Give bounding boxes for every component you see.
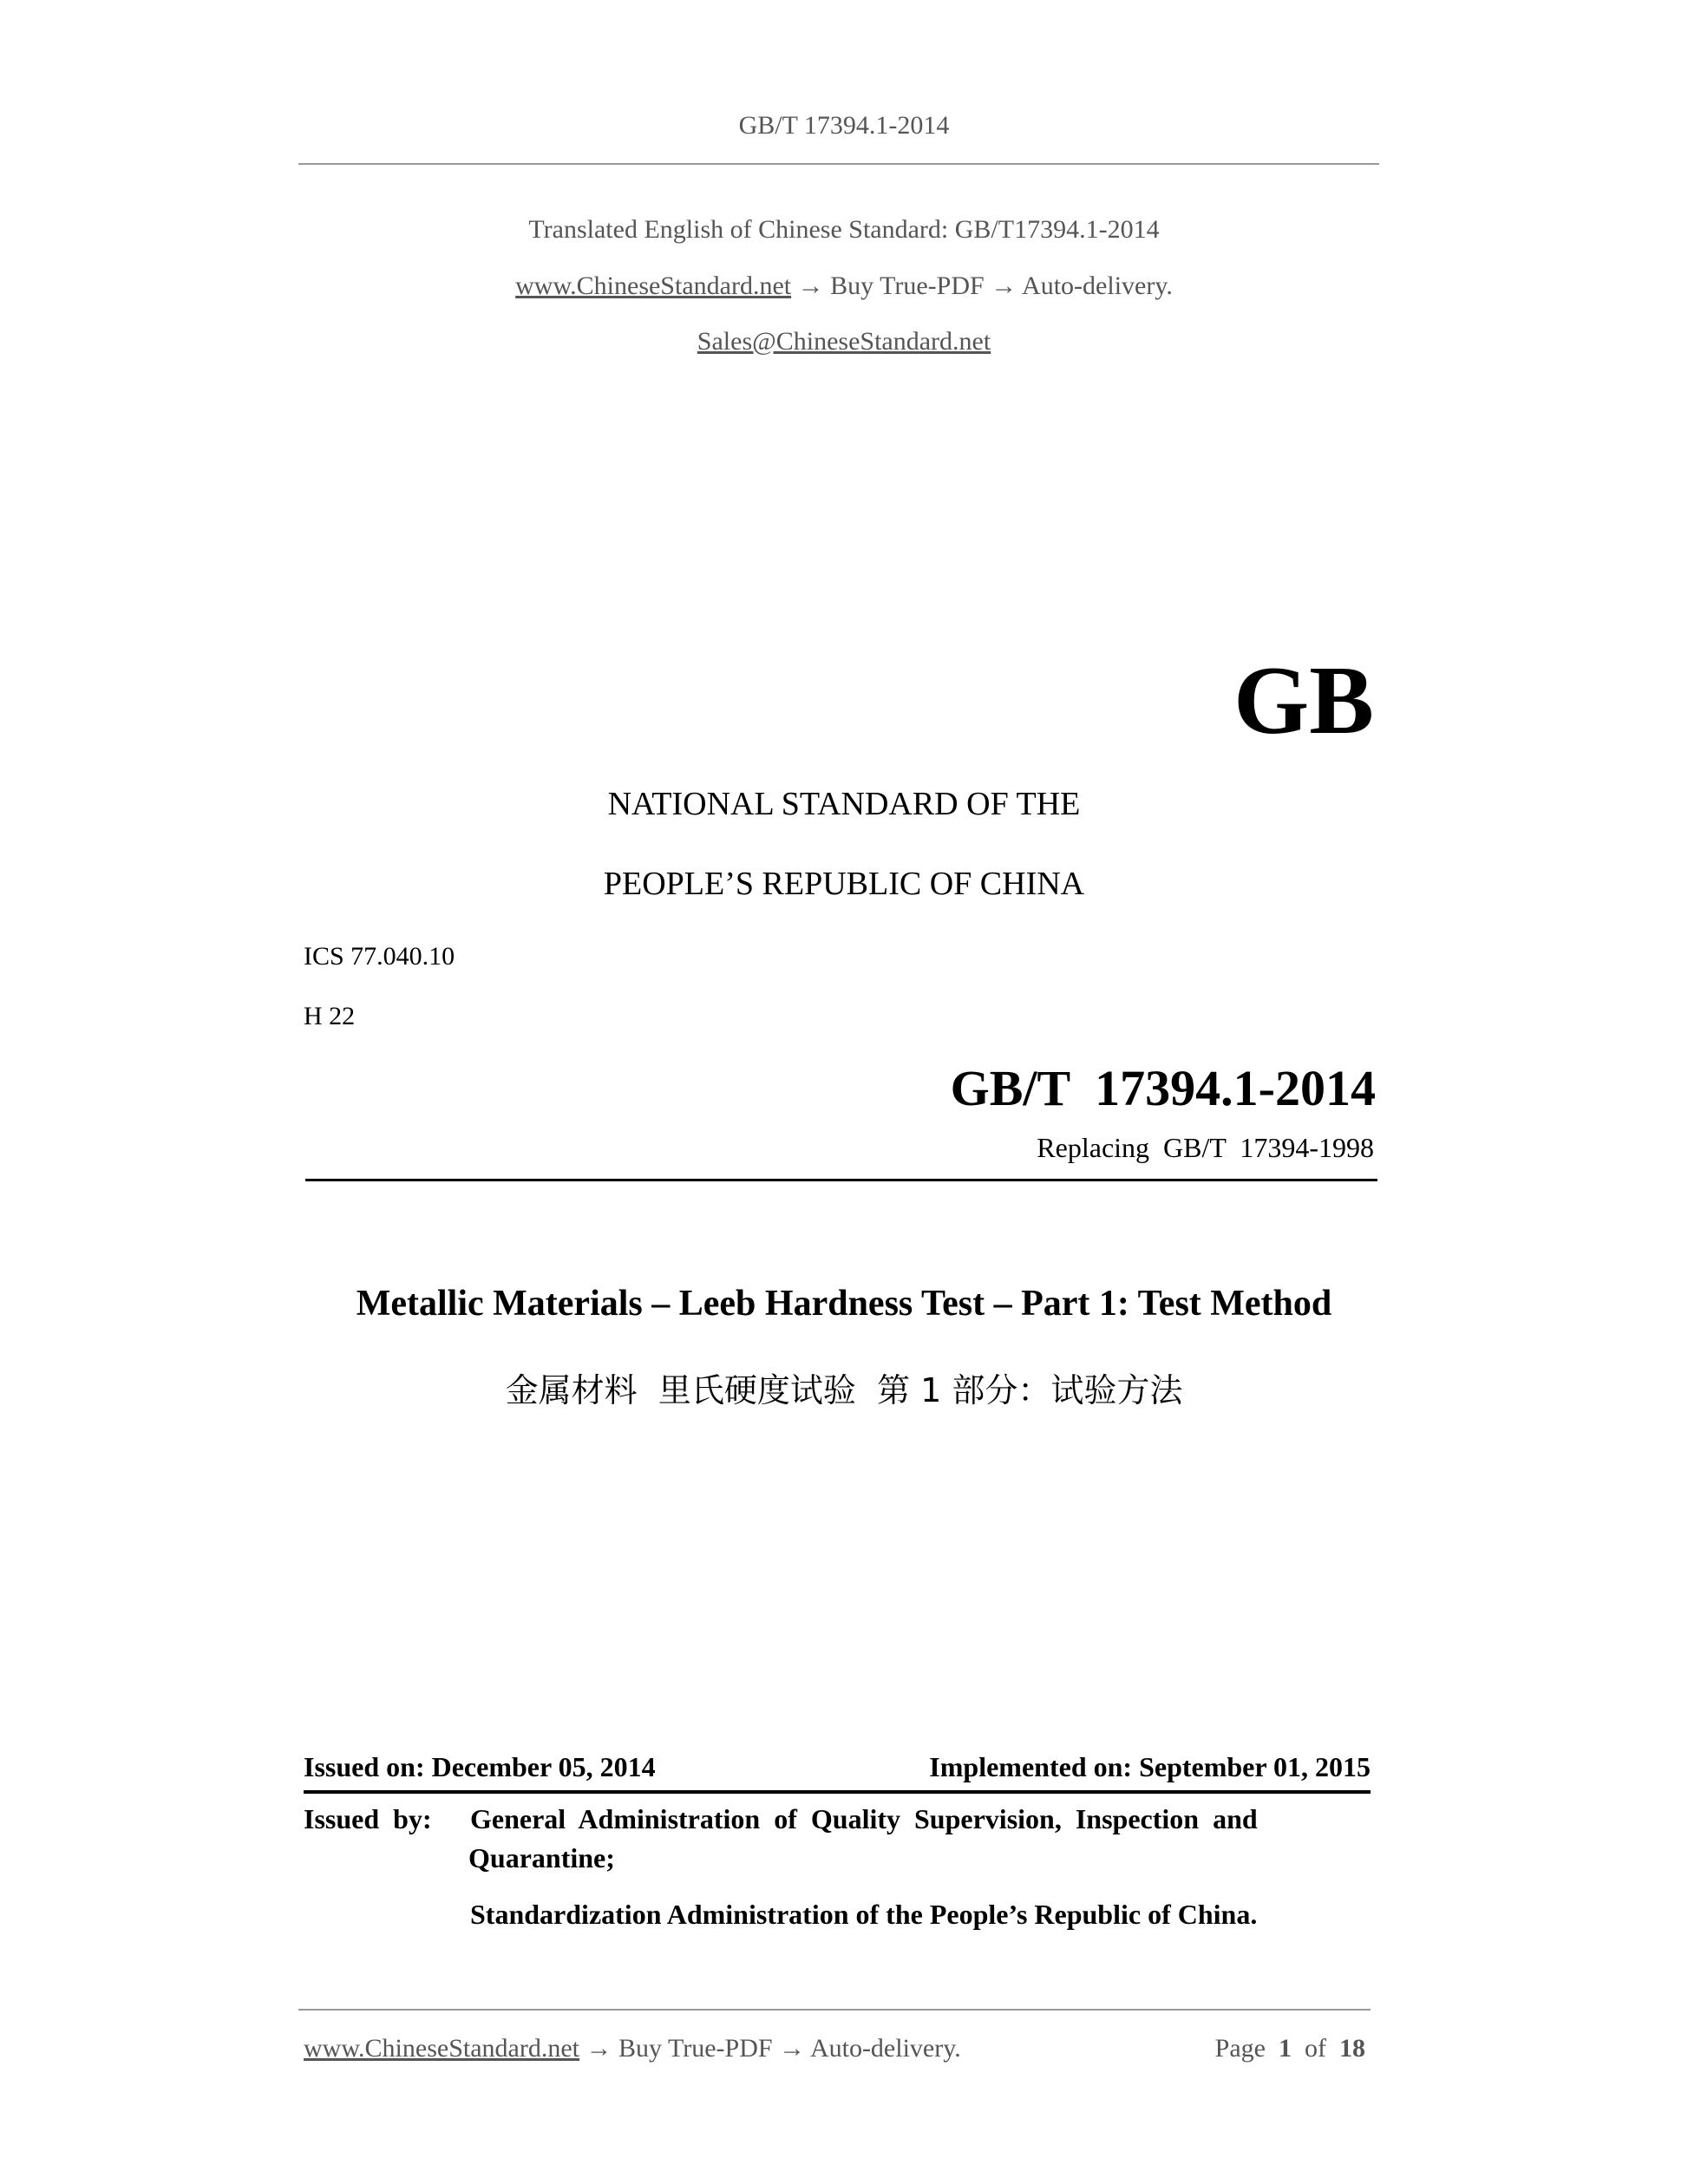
- website-link[interactable]: www.ChineseStandard.net: [515, 271, 792, 300]
- of-label: of: [1305, 2034, 1326, 2063]
- ics-code: ICS 77.040.10: [304, 942, 455, 971]
- page-number: 1: [1279, 2034, 1292, 2063]
- translation-notice: Translated English of Chinese Standard: GB/T17394.1-2014: [528, 215, 1160, 244]
- issuer-org2: Standardization Administration of the People’s Republic of China.: [470, 1899, 1258, 1930]
- national-standard-line2: PEOPLE’S REPUBLIC OF CHINA: [603, 866, 1085, 902]
- title-english: Metallic Materials – Leeb Hardness Test – Part 1: Test Method: [356, 1284, 1332, 1324]
- arrow-right-icon: →: [991, 271, 1017, 300]
- standard-number: GB/T 17394.1-2014: [950, 1060, 1376, 1116]
- arrow-right-icon: →: [797, 271, 824, 300]
- implemented-on-date: Implemented on: September 01, 2015: [929, 1751, 1371, 1782]
- replacing-note: Replacing GB/T 17394-1998: [1037, 1132, 1374, 1163]
- issuer-org1-line1: General Administration of Quality Supervision, Inspection and: [470, 1803, 1258, 1834]
- buy-true-pdf-text: Buy True-PDF: [830, 271, 985, 300]
- footer-promo: [304, 2034, 961, 2063]
- total-pages: 18: [1339, 2034, 1365, 2063]
- issued-on-date: Issued on: December 05, 2014: [304, 1751, 656, 1782]
- arrow-right-icon: →: [586, 2034, 612, 2063]
- footer-website-link[interactable]: www.ChineseStandard.net: [304, 2034, 579, 2063]
- footer-buy-text: Buy True-PDF: [618, 2034, 773, 2063]
- sales-email-link[interactable]: Sales@ChineseStandard.net: [697, 327, 991, 356]
- gb-logo: GB: [1233, 647, 1374, 755]
- header-divider: [298, 163, 1379, 165]
- running-header: GB/T 17394.1-2014: [738, 111, 950, 140]
- page-label: Page: [1214, 2034, 1266, 2063]
- email-row: [0, 327, 1688, 356]
- national-standard-line1: NATIONAL STANDARD OF THE: [607, 786, 1081, 822]
- ccs-code: H 22: [304, 1002, 356, 1030]
- title-divider: [305, 1179, 1377, 1181]
- dates-divider: [304, 1790, 1371, 1794]
- page-indicator: [1215, 2034, 1365, 2063]
- footer-divider: [298, 2009, 1371, 2011]
- issued-by-label: Issued by:: [304, 1803, 432, 1834]
- promo-links: [0, 271, 1688, 301]
- issuer-org1-line2: Quarantine;: [468, 1842, 615, 1873]
- arrow-right-icon: →: [779, 2034, 806, 2063]
- title-chinese: 金属材料 里氏硬度试验 第 1 部分：试验方法: [505, 1371, 1183, 1409]
- footer-delivery-text: Auto-delivery.: [809, 2034, 961, 2063]
- auto-delivery-text: Auto-delivery.: [1022, 271, 1173, 300]
